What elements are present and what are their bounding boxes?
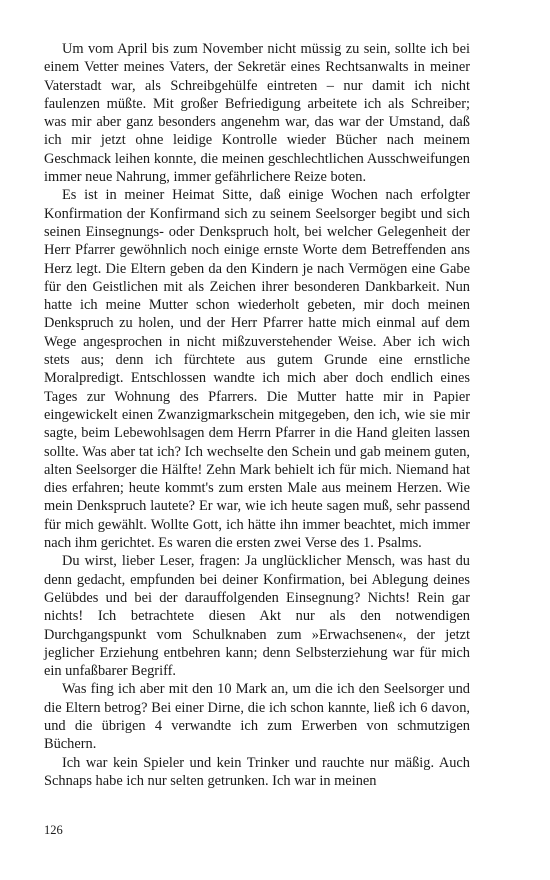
paragraph-1: Um vom April bis zum November nicht müssig zu sein, sollte ich bei einem Vetter meines Vaters, der Sekretär eines Rechtsanwalts in meiner Vaterstadt war, als Schreibgehülfe eintreten – nur damit ich nicht faulenzen müßte. Mit großer Befriedigung arbeitete ich als Schreiber; was mir aber ganz besonders angenehm war, das war der Umstand, daß ich mir jetzt ohne leidige Kontrolle wieder Bücher nach meinem Geschmack leihen konnte, die meinen geschlechtlichen Ausschweifungen immer neue Nahrung, immer gefährlichere Reize boten.: [44, 41, 470, 186]
paragraph-3: Du wirst, lieber Leser, fragen: Ja unglücklicher Mensch, was hast du denn gedacht, empfunden bei deiner Konfirmation, bei Ablegung deines Gelübdes und bei der darauffolgenden Einsegnung? Nichts! Rein gar nichts! Ich betrachtete diesen Akt nur als den notwendigen Durchgangspunkt vom Schulknaben zum »Erwachsenen«, der jetzt jeglicher Erziehung entbehren kann; denn Selbsterziehung war für mich ein unfaßbarer Begriff.: [44, 553, 470, 680]
paragraph-5: Ich war kein Spieler und kein Trinker und rauchte nur mäßig. Auch Schnaps habe ich nur selten getrunken. Ich war in meinen: [44, 754, 470, 789]
paragraph-2: Es ist in meiner Heimat Sitte, daß einige Wochen nach erfolgter Konfirmation der Konfirmand sich zu seinem Seelsorger begibt und sich seinen Einsegnungs- oder Denkspruch holt, bei welcher Gelegenheit der Herr Pfarrer gewöhnlich noch einige ernste Worte dem Betreffenden ans Herz legt. Die Eltern geben da den Kindern je nach Vermögen eine Gabe für den Geistlichen mit als Zeichen ihrer besonderen Dankbarkeit. Nun hatte ich meine Mutter schon wiederholt gebeten, mir doch meinen Denkspruch zu holen, und der Herr Pfarrer hatte mich einmal auf dem Wege angesprochen in nicht mißzuverstehender Weise. Aber ich wich stets aus; denn ich fürchtete aus gutem Grunde eine ernstliche Moralpredigt. Entschlossen wandte ich mich aber doch endlich eines Tages zur Wohnung des Pfarrers. Die Mutter hatte mir in Papier eingewickelt einen Zwanzigmarkschein mitgegeben, den ich, wie sie mir sagte, beim Lebewohlsagen dem Herrn Pfarrer in die Hand gleiten lassen sollte. Was aber tat ich? Ich wechselte den Schein und gab meinem guten, alten Seelsorger die Hälfte! Zehn Mark behielt ich für mich. Niemand hat dies erfahren; heute kommt's zum ersten Male aus meinem Herzen. Wie mein Denkspruch lautete? Er war, wie ich heute sagen muß, sehr passend für mich gewählt. Wollte Gott, ich hätte ihn immer beachtet, mich immer nach ihm gerichtet. Es waren die ersten zwei Verse des 1. Psalms.: [44, 187, 470, 552]
paragraph-4: Was fing ich aber mit den 10 Mark an, um die ich den Seelsorger und die Eltern betrog? Bei einer Dirne, die ich schon kannte, ließ ich 6 davon, und die übrigen 4 verwandte ich zum Erwerben von schmutzigen Büchern.: [44, 681, 470, 753]
page-number: 126: [44, 823, 63, 837]
page-body: [44, 40, 470, 790]
